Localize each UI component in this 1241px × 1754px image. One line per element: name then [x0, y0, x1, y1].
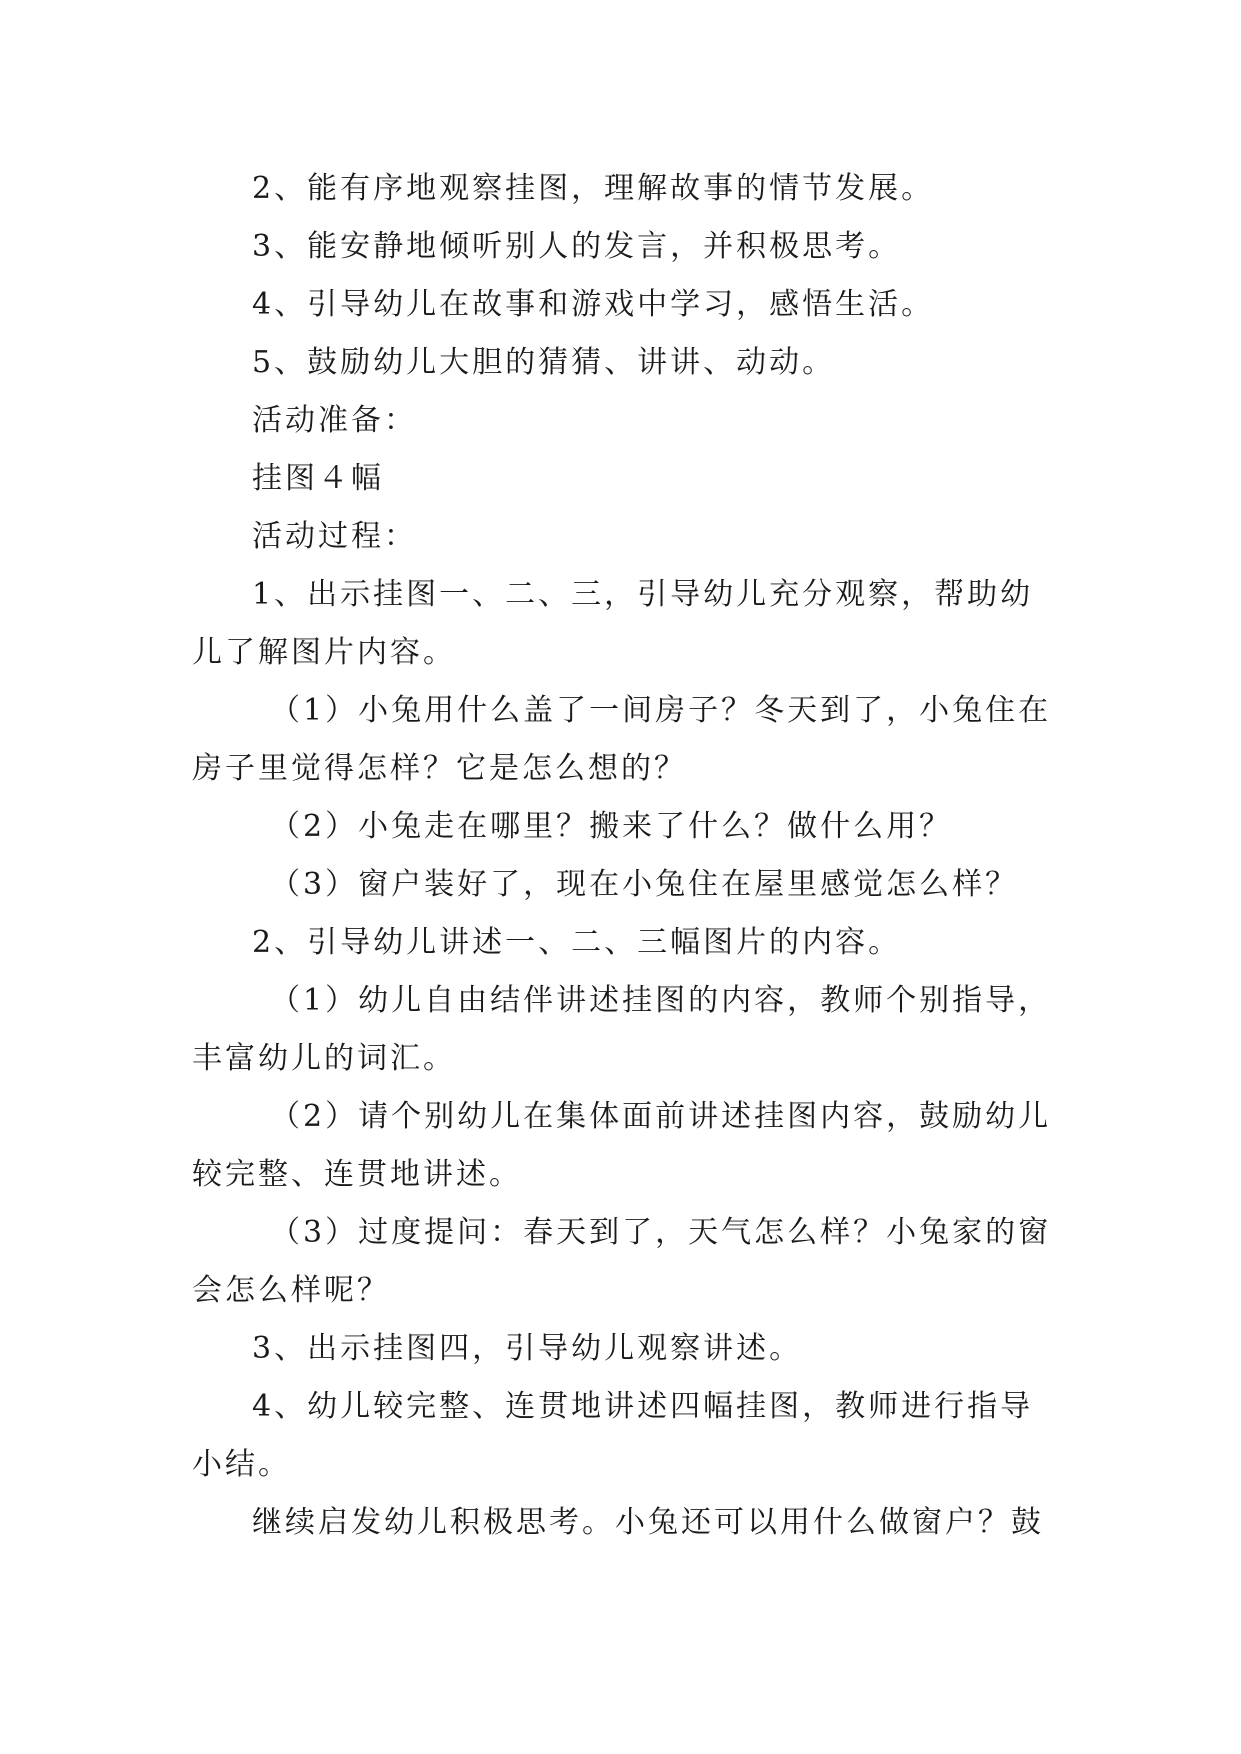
step-1-question-1: （1）小兔用什么盖了一间房子？冬天到了，小兔住在房子里觉得怎样？它是怎么想的？ [192, 693, 1052, 786]
step-1-question-3: （3）窗户装好了，现在小兔住在屋里感觉怎么样？ [270, 867, 1019, 902]
document-body [192, 160, 1052, 1552]
continuation-paragraph: 继续启发幼儿积极思考。小兔还可以用什么做窗户？鼓 [252, 1505, 1044, 1540]
objective-2-paragraph: 2、能有序地观察挂图，理解故事的情节发展。 [252, 171, 935, 206]
step-4-paragraph: 4、幼儿较完整、连贯地讲述四幅挂图，教师进行指导小结。 [192, 1389, 1034, 1482]
step-2-paragraph: 2、引导幼儿讲述一、二、三幅图片的内容。 [252, 925, 902, 960]
step-2-activity-3: （3）过度提问：春天到了，天气怎么样？小兔家的窗会怎么样呢？ [192, 1215, 1052, 1308]
objective-4-paragraph: 4、引导幼儿在故事和游戏中学习，感悟生活。 [252, 287, 935, 322]
step-2-activity-1: （1）幼儿自由结伴讲述挂图的内容，教师个别指导，丰富幼儿的词汇。 [192, 983, 1052, 1076]
preparation-item: 挂图４幅 [252, 461, 384, 496]
preparation-heading: 活动准备： [252, 403, 417, 438]
step-1-paragraph: 1、出示挂图一、二、三，引导幼儿充分观察，帮助幼儿了解图片内容。 [192, 577, 1034, 670]
step-2-activity-2: （2）请个别幼儿在集体面前讲述挂图内容，鼓励幼儿较完整、连贯地讲述。 [192, 1099, 1052, 1192]
objective-3-paragraph: 3、能安静地倾听别人的发言，并积极思考。 [252, 229, 902, 264]
objective-5-paragraph: 5、鼓励幼儿大胆的猜猜、讲讲、动动。 [252, 345, 836, 380]
process-heading: 活动过程： [252, 519, 417, 554]
step-3-paragraph: 3、出示挂图四，引导幼儿观察讲述。 [252, 1331, 803, 1366]
step-1-question-2: （2）小兔走在哪里？搬来了什么？做什么用？ [270, 809, 953, 844]
